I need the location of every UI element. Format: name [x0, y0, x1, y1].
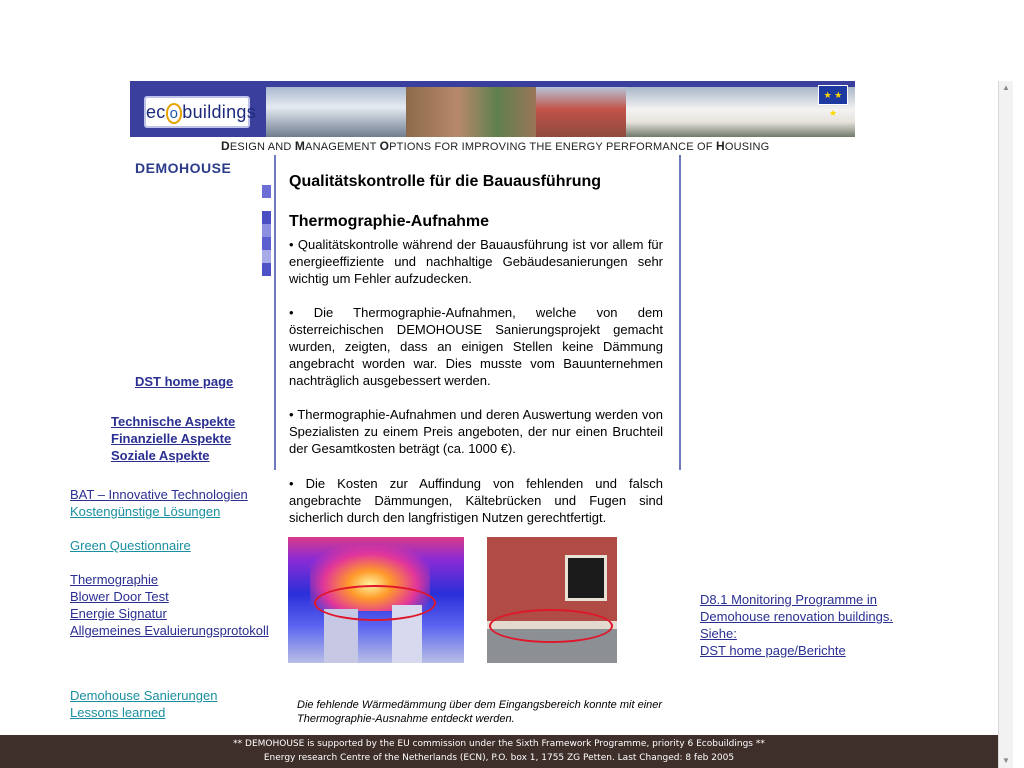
- paragraph-4: • Die Kosten zur Auffindung von fehlenden und falsch angebrachte Dämmungen, Kältebrücken und Fugen sind sicherlich durch den langfristigen Nutzen gerechtfertigt.: [289, 476, 663, 525]
- dst-home-link[interactable]: DST home page: [135, 374, 234, 389]
- thermographie-link[interactable]: Thermographie: [70, 572, 159, 587]
- kostenguenstige-loesungen-link[interactable]: Kostengünstige Lösungen: [70, 504, 221, 519]
- section-title: Thermographie-Aufnahme: [289, 213, 490, 230]
- footer: [0, 735, 998, 768]
- sidebar-color-bar: [262, 198, 271, 211]
- sidebar-color-bar: [262, 224, 271, 237]
- finanzielle-aspekte-link[interactable]: Finanzielle Aspekte: [111, 431, 232, 446]
- sidebar-color-bar: [262, 211, 271, 224]
- d81-renovation-link[interactable]: Demohouse renovation buildings.: [700, 609, 893, 624]
- evaluierungsprotokoll-link[interactable]: Allgemeines Evaluierungsprotokoll: [70, 623, 269, 638]
- tagline: DESIGN AND MANAGEMENT OPTIONS FOR IMPROVING THE ENERGY PERFORMANCE OF HOUSING: [221, 139, 770, 153]
- banner-photo-strip: [266, 87, 855, 137]
- green-questionnaire-link[interactable]: Green Questionnaire: [70, 538, 191, 553]
- paragraph-2: • Die Thermographie-Aufnahmen, welche von dem österreichischen DEMOHOUSE Sanierungsprojekt gemacht wurden, zeigten, dass an einigen Stellen keine Dämmung angebracht worden war. Dies musste vom Bauunternehmen nachträglich ausgebessert werden.: [289, 305, 663, 388]
- banner-photo-2: [406, 87, 536, 137]
- image-caption: Die fehlende Wärmedämmung über dem Eingangsbereich konnte mit einer Thermographie-Ausnahme entdeckt werden.: [297, 699, 663, 725]
- sidebar-color-bar: [262, 263, 271, 276]
- technische-aspekte-link[interactable]: Technische Aspekte: [111, 414, 236, 429]
- building-photo: [487, 537, 617, 663]
- sidebar-title: DEMOHOUSE: [135, 160, 232, 176]
- vertical-scrollbar[interactable]: [998, 81, 1013, 768]
- bat-technologien-link[interactable]: BAT – Innovative Technologien: [70, 487, 248, 502]
- dst-berichte-link[interactable]: DST home page/Berichte: [700, 643, 846, 658]
- scroll-down-icon[interactable]: ▼: [1002, 756, 1010, 765]
- footer-line-1: ** DEMOHOUSE is supported by the EU commission under the Sixth Framework Programme, priority 6 Ecobuildings **: [233, 739, 765, 749]
- lessons-learned-link[interactable]: Lessons learned: [70, 705, 166, 720]
- footer-line-2: Energy research Centre of the Netherlands (ECN), P.O. box 1, 1755 ZG Petten. Last Changed: 8 feb 2005: [263, 753, 735, 763]
- eu-flag-icon: ★ ★ ★: [818, 85, 848, 105]
- sidebar-color-bar: [262, 250, 271, 263]
- thermo-highlight-ellipse: [314, 585, 436, 621]
- sidebar-divider: [274, 155, 276, 470]
- ecobuildings-logo[interactable]: ec o buildings: [144, 96, 250, 128]
- photo-window: [565, 555, 607, 601]
- banner-photo-3: [536, 87, 626, 137]
- energie-signatur-link[interactable]: Energie Signatur: [70, 606, 167, 621]
- demohouse-sanierungen-link[interactable]: Demohouse Sanierungen: [70, 688, 218, 703]
- page-title: Qualitätskontrolle für die Bauausführung: [289, 173, 602, 190]
- banner-photo-1: [266, 87, 406, 137]
- photo-highlight-ellipse: [489, 609, 613, 643]
- sidebar-color-bars: [262, 185, 271, 276]
- sidebar-color-bar: [262, 237, 271, 250]
- content-divider: [679, 155, 681, 470]
- sidebar-color-bar: [262, 185, 271, 198]
- soziale-aspekte-link[interactable]: Soziale Aspekte: [111, 448, 210, 463]
- paragraph-3: • Thermographie-Aufnahmen und deren Auswertung werden von Spezialisten zu einem Preis angeboten, der nur einen Bruchteil der Gesamtkosten beträgt (ca. 1000 €).: [289, 407, 663, 456]
- header-banner: [130, 81, 855, 137]
- siehe-link[interactable]: Siehe:: [700, 626, 737, 641]
- blower-door-test-link[interactable]: Blower Door Test: [70, 589, 169, 604]
- paragraph-1: • Qualitätskontrolle während der Bauausführung ist vor allem für energieeffiziente und nachhaltige Gebäudesanierungen sehr wichtig um Fehler aufzudecken.: [289, 237, 663, 286]
- thermography-image: [288, 537, 464, 663]
- d81-monitoring-link[interactable]: D8.1 Monitoring Programme in: [700, 592, 878, 607]
- scroll-up-icon[interactable]: ▲: [1002, 83, 1010, 92]
